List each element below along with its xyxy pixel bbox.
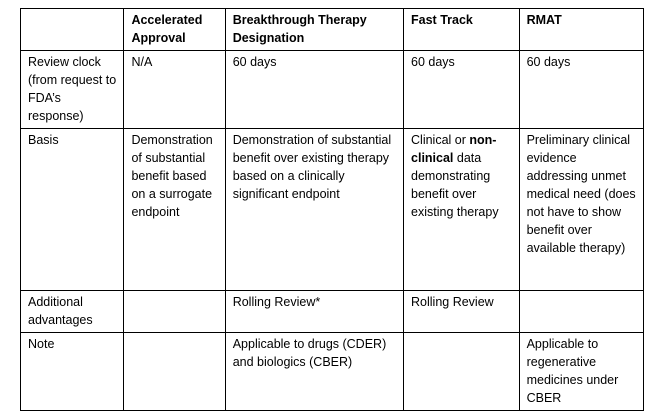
comparison-table-container bbox=[20, 8, 644, 411]
cell-review-clock-rmat: 60 days bbox=[519, 51, 643, 129]
cell-basis-breakthrough: Demonstration of substantial benefit over existing therapy based on a clinically significant endpoint bbox=[225, 129, 403, 291]
label-review-clock: Review clock (from request to FDA’s response) bbox=[21, 51, 124, 129]
cell-note-fast-track bbox=[404, 333, 520, 411]
header-empty bbox=[21, 9, 124, 51]
label-additional-advantages: Additional advantages bbox=[21, 291, 124, 333]
row-additional-advantages bbox=[21, 291, 644, 333]
header-rmat: RMAT bbox=[519, 9, 643, 51]
cell-note-accelerated bbox=[124, 333, 225, 411]
row-review-clock bbox=[21, 51, 644, 129]
cell-note-rmat: Applicable to regenerative medicines under CBER bbox=[519, 333, 643, 411]
cell-advantages-accelerated bbox=[124, 291, 225, 333]
header-row bbox=[21, 9, 644, 51]
basis-fast-track-after: data demonstrating benefit over existing therapy bbox=[411, 151, 499, 219]
cell-advantages-rmat bbox=[519, 291, 643, 333]
cell-review-clock-accelerated: N/A bbox=[124, 51, 225, 129]
cell-note-breakthrough: Applicable to drugs (CDER) and biologics (CBER) bbox=[225, 333, 403, 411]
row-note bbox=[21, 333, 644, 411]
cell-advantages-breakthrough: Rolling Review* bbox=[225, 291, 403, 333]
label-note: Note bbox=[21, 333, 124, 411]
basis-fast-track-before: Clinical or bbox=[411, 133, 470, 147]
fda-expedited-programs-table bbox=[20, 8, 644, 411]
header-accelerated-approval: Accelerated Approval bbox=[124, 9, 225, 51]
header-fast-track: Fast Track bbox=[404, 9, 520, 51]
cell-advantages-fast-track: Rolling Review bbox=[404, 291, 520, 333]
cell-basis-rmat: Preliminary clinical evidence addressing unmet medical need (does not have to show benefit over available therapy) bbox=[519, 129, 643, 291]
header-breakthrough-therapy: Breakthrough Therapy Designation bbox=[225, 9, 403, 51]
basis-fast-track-bold: non-clinical bbox=[411, 133, 497, 165]
cell-review-clock-fast-track: 60 days bbox=[404, 51, 520, 129]
row-basis bbox=[21, 129, 644, 291]
cell-review-clock-breakthrough: 60 days bbox=[225, 51, 403, 129]
cell-basis-fast-track bbox=[404, 129, 520, 291]
cell-basis-accelerated: Demonstration of substantial benefit based on a surrogate endpoint bbox=[124, 129, 225, 291]
label-basis: Basis bbox=[21, 129, 124, 291]
